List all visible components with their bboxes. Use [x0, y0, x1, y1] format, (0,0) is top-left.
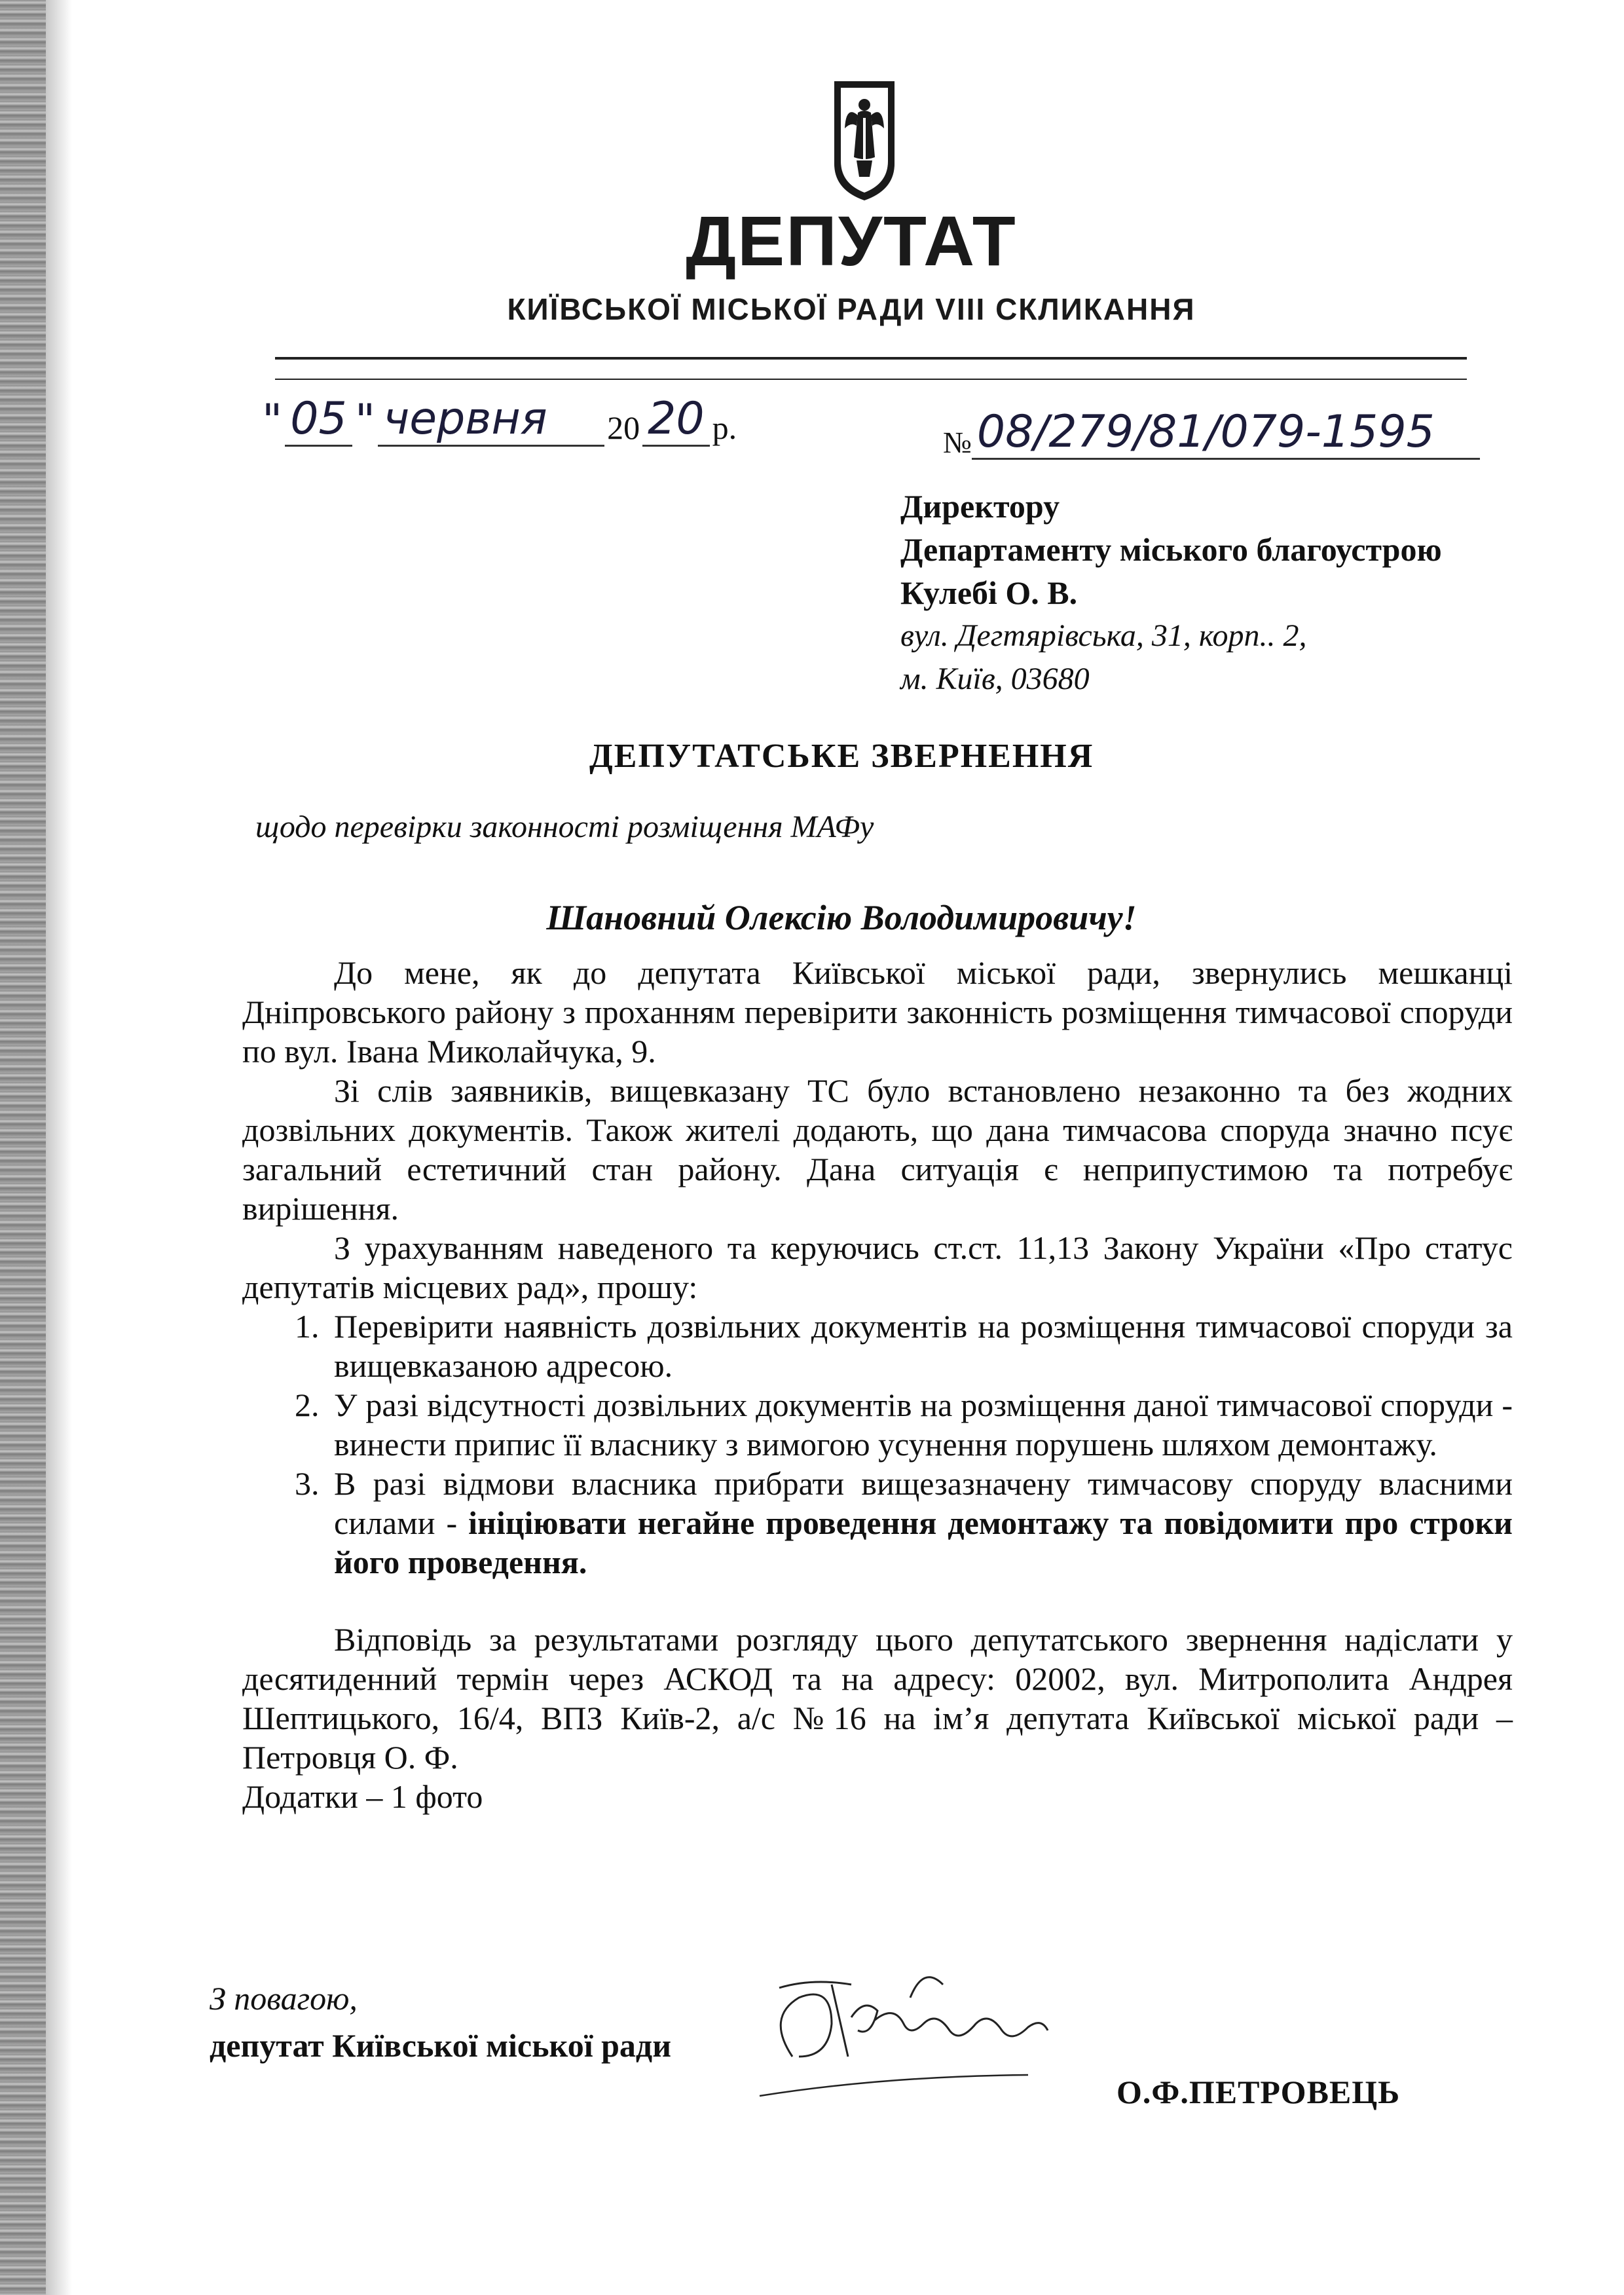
- addressee-block: [900, 485, 1442, 701]
- document-number-line: [943, 406, 1480, 460]
- date-year-unit: р.: [712, 409, 737, 446]
- request-item-3-bold: ініціювати негайне проведення демонтажу та повідомити про строки його проведення.: [334, 1504, 1513, 1580]
- letterhead-subtitle: КИЇВСЬКОЇ МІСЬКОЇ РАДИ VIII СКЛИКАННЯ: [507, 292, 1196, 326]
- letterhead-title: ДЕПУТАТ: [686, 201, 1017, 280]
- document-number-value: 08/279/81/079-1595: [972, 406, 1480, 460]
- addressee-position: Директору: [900, 488, 1060, 525]
- addressee-name: Кулебі О. В.: [900, 574, 1078, 611]
- addressee-department: Департаменту міського благоустрою: [900, 531, 1442, 568]
- date-line: [262, 393, 737, 447]
- attachments: Додатки – 1 фото: [242, 1778, 483, 1815]
- appeal-topic: щодо перевірки законності розміщення МАФу: [255, 810, 874, 844]
- scan-shadow-fade: [46, 0, 72, 2295]
- signer-name: О.Ф.ПЕТРОВЕЦЬ: [1116, 2074, 1401, 2110]
- scan-shadow: [0, 0, 46, 2295]
- request-list: [242, 1307, 1513, 1582]
- date-year-prefix: 20: [607, 409, 640, 446]
- letterhead-rule-thick: [275, 357, 1467, 360]
- appeal-title: ДЕПУТАТСЬКЕ ЗВЕРНЕННЯ: [589, 737, 1094, 775]
- letter-body: [242, 953, 1513, 1816]
- date-year-suffix: 20: [642, 393, 710, 447]
- handwritten-signature: [753, 1958, 1120, 2102]
- paragraph-3: З урахуванням наведеного та керуючись ст.ст. 11,13 Закону України «Про статус депутатів місцевих рад», прошу:: [242, 1229, 1513, 1305]
- request-item-2: 2. У разі відсутності дозвільних документів на розміщення даної тимчасової споруди - винести припис її власнику з вимогою усунення порушень шляхом демонтажу.: [327, 1385, 1513, 1464]
- date-month: червня: [378, 393, 604, 447]
- kyiv-coat-of-arms-icon: [832, 79, 897, 203]
- paragraph-2: Зі слів заявників, вищевказану ТС було встановлено незаконно та без жодних дозвільних документів. Також жителі додають, що дана тимчасова споруда значно псує загальний естетичний стан району. Дана ситуація є неприпустимою та потребує вирішення.: [242, 1072, 1513, 1227]
- addressee-city: м. Київ, 03680: [900, 662, 1090, 696]
- greeting: Шановний Олексію Володимировичу!: [546, 898, 1137, 937]
- closing-regards: З повагою,: [210, 1980, 358, 2017]
- request-item-3: [327, 1464, 1513, 1582]
- closing-position: депутат Київської міської ради: [210, 2027, 672, 2064]
- paragraph-1: До мене, як до депутата Київської міської ради, звернулись мешканці Дніпровського району з проханням перевірити законність розміщення тимчасової споруди по вул. Івана Миколайчука, 9.: [242, 954, 1513, 1070]
- request-item-3-plain: В разі відмови власника прибрати вищезазначену тимчасову споруду власними силами -: [334, 1465, 1513, 1541]
- date-day: 05: [285, 393, 352, 447]
- document-number-label: №: [943, 426, 972, 459]
- letterhead-rule-thin: [275, 379, 1467, 380]
- addressee-street: вул. Дегтярівська, 31, корп.. 2,: [900, 618, 1307, 653]
- date-close-quote: ": [354, 395, 376, 447]
- date-open-quote: ": [262, 395, 283, 447]
- closing-block: [210, 1975, 671, 2069]
- request-item-1: 1. Перевірити наявність дозвільних документів на розміщення тимчасової споруди за вищевказаною адресою.: [327, 1307, 1513, 1385]
- paragraph-4: Відповідь за результатами розгляду цього депутатського звернення надіслати у десятиденний термін через АСКОД та на адресу: 02002, вул. Митрополита Андрея Шептицького, 16/4, ВПЗ Київ-2, а/с №16 на ім’я депутата Київської міської ради – Петровця О. Ф.: [242, 1621, 1513, 1776]
